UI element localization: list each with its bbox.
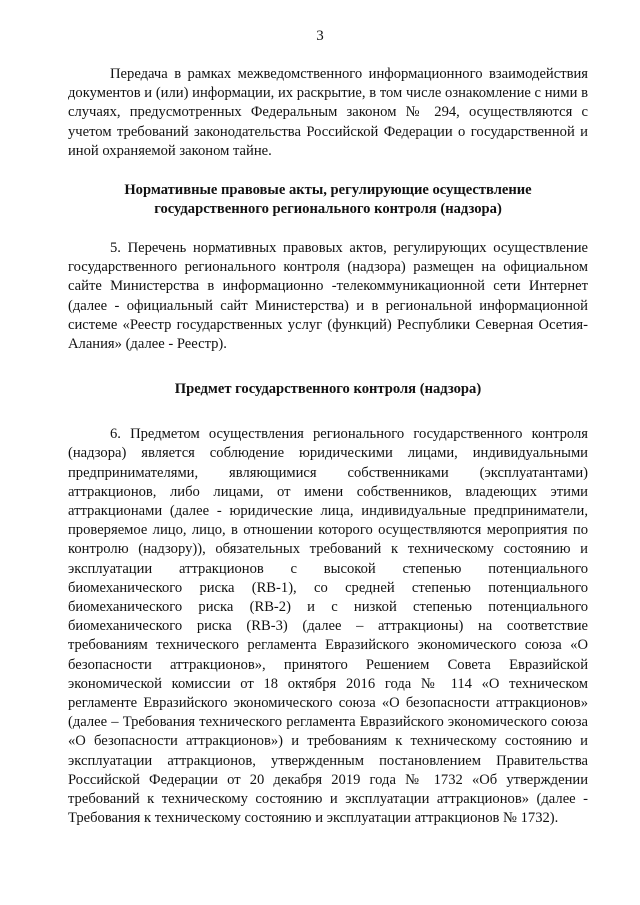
heading-legal-acts-line2: государственного регионального контроля (надзора): [154, 201, 502, 218]
paragraph-information-transfer: Передача в рамках межведомственного информационного взаимодействия документов и (или) информации, их раскрытие, в том числе ознакомление с ними в случаях, предусмотренных Федеральным законом № 294, осуществляются с учетом требований законодательства Российской Федерации о государственной и иной охраняемой законом тайне.: [68, 66, 588, 159]
heading-legal-acts: [68, 181, 588, 219]
heading-legal-acts-line1: Нормативные правовые акты, регулирующие осуществление: [124, 182, 532, 199]
page-number: 3: [316, 28, 324, 44]
heading-subject-of-control: Предмет государственного контроля (надзора): [174, 381, 482, 398]
paragraph-6-subject-of-control: 6. Предметом осуществления регионального государственного контроля (надзора) является соблюдение юридическими лицами, индивидуальными предпринимателями, являющимися собственниками (эксплуатантами) аттракционов, либо лицами, от имени собственников, владеющих этими аттракционами (далее - юридические лица, индивидуальные предприниматели, проверяемое лицо, лицо, в отношении которого осуществляются мероприятия по контролю (надзору)), обязательных требований к техническому состоянию и эксплуатации аттракционов с высокой степенью потенциального биомеханического риска (RB-1), со средней степенью потенциального биомеханического риска (RB-2) и с низкой степенью потенциального биомеханического риска (RB-3) (далее – аттракционы) на соответствие требованиям технического регламента Евразийского экономического союза «О безопасности аттракционов», принятого Решением Совета Евразийской экономической комиссии от 18 октября 2016 года № 114 «О техническом регламенте Евразийского экономического союза «О безопасности аттракционов» (далее – Требования технического регламента Евразийского экономического союза «О безопасности аттракционов») и требованиям к техническому состоянию и эксплуатации аттракционов, утвержденным постановлением Правительства Российской Федерации от 20 декабря 2019 года № 1732 «Об утверждении требований к техническому состоянию и эксплуатации аттракционов» (далее - Требования к техническому состоянию и эксплуатации аттракционов № 1732).: [68, 426, 588, 827]
document-body: [68, 65, 588, 829]
paragraph-5-legal-acts-list: 5. Перечень нормативных правовых актов, регулирующих осуществление государственного регионального контроля (надзора) размещен на официальном сайте Министерства в информационно -телекоммуникационной сети Интернет (далее - официальный сайт Министерства) и в региональной информационной системе «Реестр государственных услуг (функций) Республики Северная Осетия-Алания» (далее - Реестр).: [68, 240, 588, 353]
